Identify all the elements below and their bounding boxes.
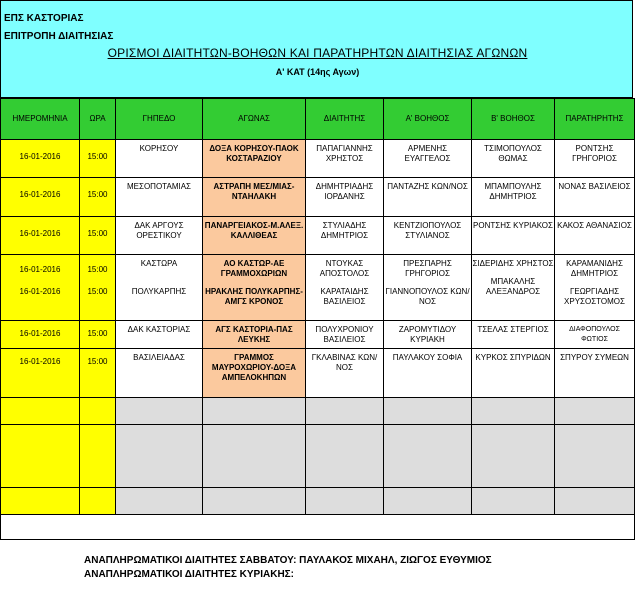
observer-cell: ΡΟΝΤΣΗΣ ΓΡΗΓΟΡΙΟΣ [555,140,635,178]
col-assistant2: Β' ΒΟΗΘΟΣ [472,99,555,140]
ground-cell: ΜΕΣΟΠΟΤΑΜΙΑΣ [116,178,203,217]
federation-name: ΕΠΣ ΚΑΣΤΟΡΙΑΣ [4,13,84,24]
col-date: ΗΜΕΡΟΜΗΝΙΑ [1,99,80,140]
empty-cell [472,398,555,425]
date-cell: 16-01-2016 [1,178,80,217]
col-referee: ΔΙΑΙΤΗΤΗΣ [306,99,384,140]
empty-cell [1,398,80,425]
referee-cell: ΣΤΥΛΙΑΔΗΣ ΔΗΜΗΤΡΙΟΣ [306,217,384,255]
observer-cell: ΚΑΡΑΜΑΝΙΔΗΣ ΔΗΜΗΤΡΙΟΣ ΓΕΩΡΓΙΑΔΗΣ ΧΡΥΣΟΣΤΟΜΟΣ [555,255,635,321]
time-cell: 15:00 [80,321,116,349]
empty-cell [555,425,635,488]
empty-row [1,425,635,488]
empty-cell [203,398,306,425]
document-header [0,0,633,98]
table-row [1,140,635,178]
empty-cell [116,425,203,488]
assistant2-cell: ΡΟΝΤΣΗΣ ΚΥΡΙΑΚΟΣ [472,217,555,255]
document-title: ΟΡΙΣΜΟΙ ΔΙΑΙΤΗΤΩΝ-ΒΟΗΘΩΝ ΚΑΙ ΠΑΡΑΤΗΡΗΤΩΝ ΔΙΑΙΤΗΣΙΑΣ ΑΓΩΝΩΝ [107,46,528,60]
table-row [1,321,635,349]
match-cell: ΑΣΤΡΑΠΗ ΜΕΣ/ΜΙΑΣ-ΝΤΑΗΛΑΚΗ [203,178,306,217]
table-row [1,349,635,398]
ground-cell: ΚΑΣΤΩΡΑ ΠΟΛΥΚΑΡΠΗΣ [116,255,203,321]
empty-cell [203,425,306,488]
col-ground: ΓΗΠΕΔΟ [116,99,203,140]
referee-cell: ΠΟΛΥΧΡΟΝΙΟΥ ΒΑΣΙΛΕΙΟΣ [306,321,384,349]
col-observer: ΠΑΡΑΤΗΡΗΤΗΣ [555,99,635,140]
empty-cell [116,488,203,515]
observer-cell: ΔΙΑΦΟΠΟΥΛΟΣ ΦΩΤΙΟΣ [555,321,635,349]
assistant1-cell: ΚΕΝΤΖΙΟΠΟΥΛΟΣ ΣΤΥΛΙΑΝΟΣ [384,217,472,255]
table-row [1,217,635,255]
match-cell: ΔΟΞΑ ΚΟΡΗΣΟΥ-ΠΑΟΚ ΚΟΣΤΑΡΑΖΙΟΥ [203,140,306,178]
committee-name: ΕΠΙΤΡΟΠΗ ΔΙΑΙΤΗΣΙΑΣ [4,31,114,42]
empty-cell [472,425,555,488]
empty-cell [384,398,472,425]
observer-cell: ΣΠΥΡΟΥ ΣΥΜΕΩΝ [555,349,635,398]
empty-cell [80,398,116,425]
assistant1-cell: ΠΑΥΛΑΚΟΥ ΣΟΦΙΑ [384,349,472,398]
empty-row [1,398,635,425]
date-cell: 16-01-2016 [1,349,80,398]
empty-cell [116,398,203,425]
assistant2-cell: ΤΣΙΜΟΠΟΥΛΟΣ ΘΩΜΑΣ [472,140,555,178]
column-header-row [1,99,635,140]
table-bottom-cell [1,515,635,540]
observer-cell: ΚΑΚΟΣ ΑΘΑΝΑΣΙΟΣ [555,217,635,255]
saturday-substitutes: ΑΝΑΠΛΗΡΩΜΑΤΙΚΟΙ ΔΙΑΙΤΗΤΕΣ ΣΑΒΒΑΤΟΥ: ΠΑΥΛΑΚΟΣ ΜΙΧΑΗΛ, ΖΙΩΓΟΣ ΕΥΘΥΜΙΟΣ [84,555,492,566]
empty-cell [1,488,80,515]
empty-cell [384,488,472,515]
date-cell: 16-01-2016 [1,217,80,255]
match-cell: ΓΡΑΜΜΟΣ ΜΑΥΡΟΧΩΡΙΟΥ-ΔΟΞΑ ΑΜΠΕΛΟΚΗΠΩΝ [203,349,306,398]
observer-cell: ΝΟΝΑΣ ΒΑΣΙΛΕΙΟΣ [555,178,635,217]
referee-cell: ΠΑΠΑΓΙΑΝΝΗΣ ΧΡΗΣΤΟΣ [306,140,384,178]
col-assistant1: Α' ΒΟΗΘΟΣ [384,99,472,140]
referee-cell: ΓΚΛΑΒΙΝΑΣ ΚΩΝ/ΝΟΣ [306,349,384,398]
empty-cell [1,425,80,488]
empty-cell [203,488,306,515]
match-cell: ΑΟ ΚΑΣΤΩΡ-ΑΕ ΓΡΑΜΜΟΧΩΡΙΩΝ ΗΡΑΚΛΗΣ ΠΟΛΥΚΑΡΠΗΣ-ΑΜΓΣ ΚΡΟΝΟΣ [203,255,306,321]
date-cell: 16-01-2016 [1,321,80,349]
empty-cell [384,425,472,488]
table-bottom-row [1,515,635,540]
time-cell: 15:00 [80,178,116,217]
referee-cell: ΔΗΜΗΤΡΙΑΔΗΣ ΙΟΡΔΑΝΗΣ [306,178,384,217]
assistant2-cell: ΤΣΕΛΑΣ ΣΤΕΡΓΙΟΣ [472,321,555,349]
empty-cell [306,425,384,488]
document-subtitle: Α' ΚΑΤ (14ης Αγων) [275,67,360,77]
ground-cell: ΔΑΚ ΚΑΣΤΟΡΙΑΣ [116,321,203,349]
ground-cell: ΚΟΡΗΣΟΥ [116,140,203,178]
empty-cell [472,488,555,515]
empty-cell [306,488,384,515]
assistant2-cell: ΚΥΡΚΟΣ ΣΠΥΡΙΔΩΝ [472,349,555,398]
assistant2-cell: ΣΙΔΕΡΙΔΗΣ ΧΡΗΣΤΟΣ ΜΠΑΚΑΛΗΣ ΑΛΕΞΑΝΔΡΟΣ [472,255,555,321]
col-time: ΩΡΑ [80,99,116,140]
empty-cell [80,488,116,515]
table-row-double [1,255,635,321]
time-cell: 15:00 15:00 [80,255,116,321]
time-cell: 15:00 [80,217,116,255]
assistant1-cell: ΠΑΝΤΑΖΗΣ ΚΩΝ/ΝΟΣ [384,178,472,217]
assistant1-cell: ΖΑΡΟΜΥΤΙΔΟΥ ΚΥΡΙΑΚΗ [384,321,472,349]
sunday-substitutes: ΑΝΑΠΛΗΡΩΜΑΤΙΚΟΙ ΔΙΑΙΤΗΤΕΣ ΚΥΡΙΑΚΗΣ: [84,569,294,580]
match-cell: ΠΑΝΑΡΓΕΙΑΚΟΣ-Μ.ΑΛΕΞ. ΚΑΛΛΙΘΕΑΣ [203,217,306,255]
referee-cell: ΝΤΟΥΚΑΣ ΑΠΟΣΤΟΛΟΣ ΚΑΡΑΤΑΙΔΗΣ ΒΑΣΙΛΕΙΟΣ [306,255,384,321]
ground-cell: ΔΑΚ ΑΡΓΟΥΣ ΟΡΕΣΤΙΚΟΥ [116,217,203,255]
empty-row [1,488,635,515]
time-cell: 15:00 [80,349,116,398]
date-cell: 16-01-2016 [1,140,80,178]
match-cell: ΑΓΣ ΚΑΣΤΟΡΙΑ-ΠΑΣ ΛΕΥΚΗΣ [203,321,306,349]
assistant1-cell: ΑΡΜΕΝΗΣ ΕΥΑΓΓΕΛΟΣ [384,140,472,178]
empty-cell [555,488,635,515]
empty-cell [80,425,116,488]
assistant2-cell: ΜΠΑΜΠΟΥΛΗΣ ΔΗΜΗΤΡΙΟΣ [472,178,555,217]
assignments-table [0,98,635,540]
col-match: ΑΓΩΝΑΣ [203,99,306,140]
date-cell: 16-01-2016 16-01-2016 [1,255,80,321]
time-cell: 15:00 [80,140,116,178]
assistant1-cell: ΠΡΕΣΠΑΡΗΣ ΓΡΗΓΟΡΙΟΣ ΓΙΑΝΝΟΠΟΥΛΟΣ ΚΩΝ/ΝΟΣ [384,255,472,321]
table-row [1,178,635,217]
empty-cell [555,398,635,425]
empty-cell [306,398,384,425]
ground-cell: ΒΑΣΙΛΕΙΑΔΑΣ [116,349,203,398]
